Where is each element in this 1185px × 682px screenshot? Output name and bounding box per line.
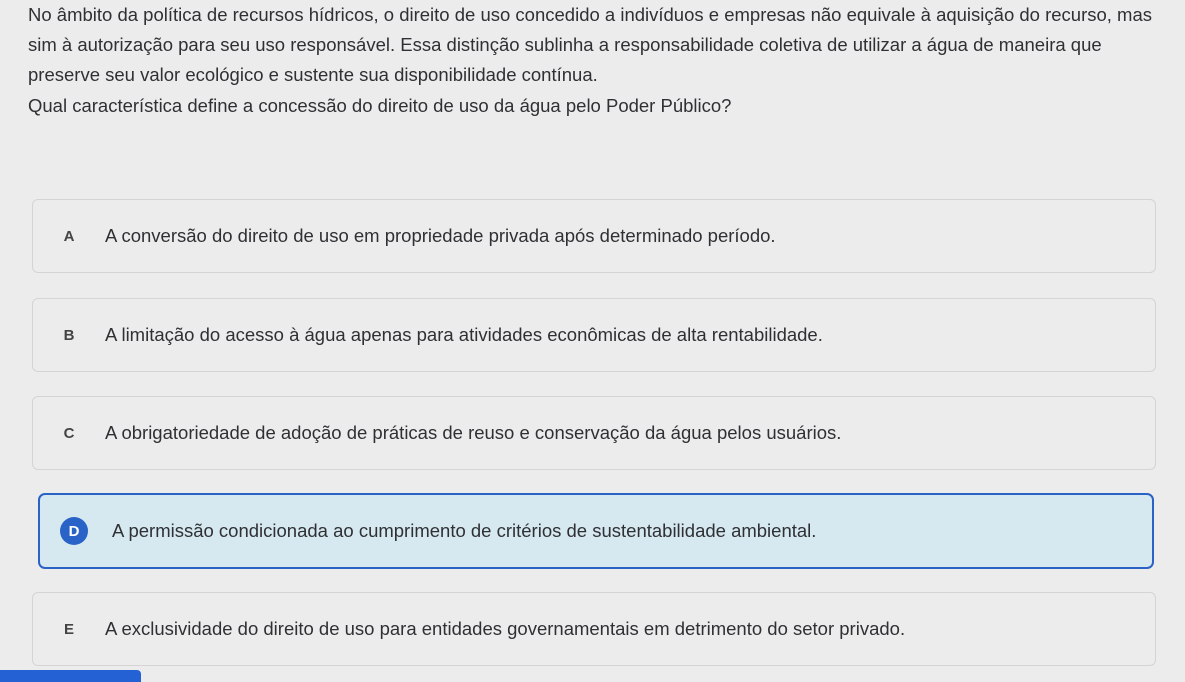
option-b[interactable] <box>32 298 1156 372</box>
option-letter: E <box>63 620 74 638</box>
option-c[interactable] <box>32 396 1156 470</box>
option-letter: A <box>63 227 75 245</box>
option-text: A conversão do direito de uso em propriedade privada após determinado período. <box>105 225 776 246</box>
option-letter: C <box>63 424 75 442</box>
option-text: A obrigatoriedade de adoção de práticas de reuso e conservação da água pelos usuários. <box>105 422 842 443</box>
option-text: A exclusividade do direito de uso para entidades governamentais em detrimento do setor privado. <box>105 618 906 639</box>
bottom-tab[interactable] <box>0 670 141 682</box>
option-e[interactable] <box>32 592 1156 666</box>
question-prompt: Qual característica define a concessão do direito de uso da água pelo Poder Público? <box>28 95 732 116</box>
option-a[interactable] <box>32 199 1156 273</box>
option-letter: D <box>60 517 88 545</box>
option-letter: B <box>63 326 75 344</box>
option-text: A permissão condicionada ao cumprimento de critérios de sustentabilidade ambiental. <box>112 520 817 541</box>
option-d[interactable] <box>38 493 1154 569</box>
question-block <box>28 0 1173 121</box>
option-text: A limitação do acesso à água apenas para atividades econômicas de alta rentabilidade. <box>105 324 823 345</box>
question-statement: No âmbito da política de recursos hídricos, o direito de uso concedido a indivíduos e empresas não equivale à aquisição do recurso, mas sim à autorização para seu uso responsável. Essa distinção sublinha a responsabilidade coletiva de utilizar a água de maneira que preserve seu valor ecológico e sustente sua disponibilidade contínua. <box>28 4 1153 85</box>
